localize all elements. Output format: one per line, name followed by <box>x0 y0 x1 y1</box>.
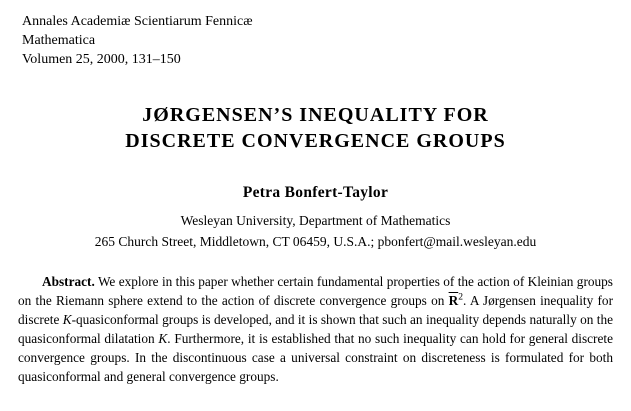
math-r-exponent: 2 <box>458 291 463 303</box>
abstract-text-4: . Furthermore, it is established that no such inequality can hold for general discrete convergence groups. In the discontinuous case a universal constraint on discreteness is formulated for both quasiconformal and general convergence groups. <box>18 331 613 384</box>
journal-series: Mathematica <box>22 33 96 48</box>
math-k-1: K <box>62 312 72 327</box>
paper-title <box>0 102 631 154</box>
abstract-text-1: We explore in this paper whether certain fundamental properties of the action of Kleinian groups on the Riemann sphere extend to the action of discrete convergence groups on <box>18 274 613 308</box>
author-affiliation-block <box>0 210 631 252</box>
abstract-label: Abstract. <box>42 274 95 289</box>
abstract-text-3: -quasiconformal groups is developed, and it is shown that such an inequality depends naturally on the quasiconformal dilatation <box>18 312 614 346</box>
paper-title-line-2: DISCRETE CONVERGENCE GROUPS <box>125 130 506 152</box>
author-affiliation: Wesleyan University, Department of Mathematics <box>180 213 451 228</box>
author-name: Petra Bonfert-Taylor <box>242 184 389 201</box>
journal-name: Annales Academiæ Scientiarum Fennicæ <box>22 14 253 29</box>
math-r-base: $\overline{R}$ <box>448 293 459 308</box>
abstract-paragraph <box>18 272 613 386</box>
journal-volume: Volumen 25, 2000, 131–150 <box>22 52 181 67</box>
paper-title-line-1: JØRGENSEN’S INEQUALITY FOR <box>142 104 489 126</box>
journal-header <box>22 12 631 69</box>
abstract-text-2: . A Jørgensen inequality for discrete <box>18 293 613 327</box>
author-address: 265 Church Street, Middletown, CT 06459, U.S.A.; pbonfert@mail.wesleyan.edu <box>94 234 537 249</box>
math-r-overline <box>449 293 463 308</box>
math-k-2: K <box>158 331 168 346</box>
